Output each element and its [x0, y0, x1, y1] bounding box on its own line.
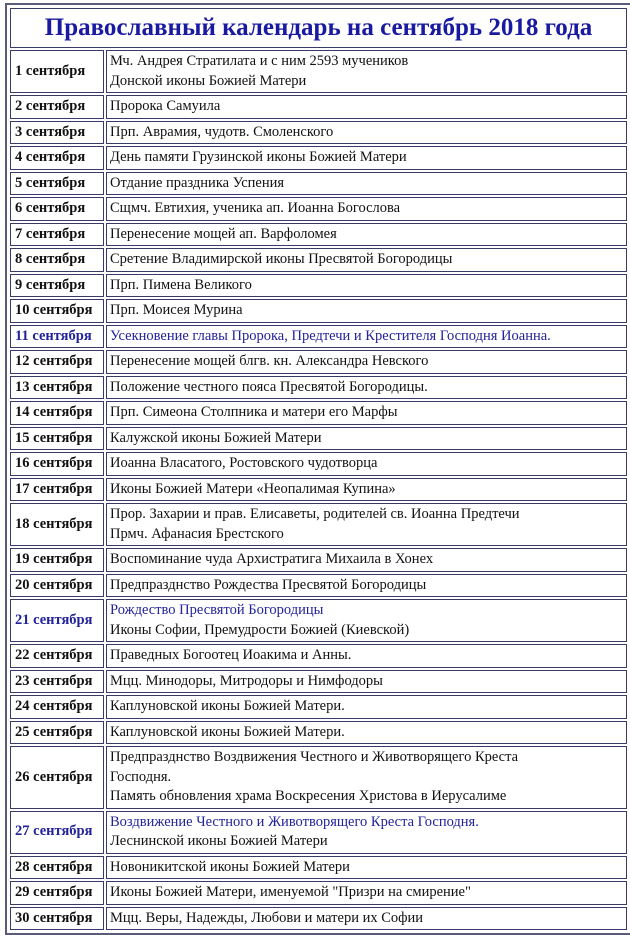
date-cell: 9 сентября	[10, 274, 104, 298]
event-cell	[106, 172, 627, 196]
calendar-row	[10, 50, 627, 93]
calendar-row	[10, 350, 627, 374]
calendar-row	[10, 574, 627, 598]
event-cell	[106, 721, 627, 745]
event-cell	[106, 811, 627, 854]
date-cell: 27 сентября	[10, 811, 104, 854]
event-cell	[106, 146, 627, 170]
page-title: Православный календарь на сентябрь 2018 года	[10, 8, 627, 48]
calendar-row	[10, 325, 627, 349]
event-cell	[106, 503, 627, 546]
date-cell: 7 сентября	[10, 223, 104, 247]
calendar-row	[10, 548, 627, 572]
event-line: Мч. Андрея Стратилата и с ним 2593 мучеников	[110, 53, 409, 69]
event-cell	[106, 350, 627, 374]
calendar-row	[10, 427, 627, 451]
date-cell: 25 сентября	[10, 721, 104, 745]
calendar-row	[10, 95, 627, 119]
date-cell: 12 сентября	[10, 350, 104, 374]
event-line: Иконы Божией Матери «Неопалимая Купина»	[110, 480, 396, 497]
date-cell: 4 сентября	[10, 146, 104, 170]
date-cell: 5 сентября	[10, 172, 104, 196]
date-cell: 24 сентября	[10, 695, 104, 719]
calendar-row	[10, 907, 627, 931]
calendar-row	[10, 746, 627, 809]
date-cell: 14 сентября	[10, 401, 104, 425]
calendar-row	[10, 721, 627, 745]
calendar-row	[10, 881, 627, 905]
date-cell: 8 сентября	[10, 248, 104, 272]
calendar-row	[10, 695, 627, 719]
date-cell: 17 сентября	[10, 478, 104, 502]
event-line: Сретение Владимирской иконы Пресвятой Богородицы	[110, 251, 453, 267]
event-line: Господня.	[110, 768, 172, 785]
event-line: Каплуновской иконы Божией Матери.	[110, 723, 345, 740]
event-line: Иконы Божией Матери, именуемой "Призри на смирение"	[110, 884, 471, 900]
event-line: Праведных Богоотец Иоакима и Анны.	[110, 647, 352, 663]
event-line: Сщмч. Евтихия, ученика ап. Иоанна Богослова	[110, 200, 401, 216]
event-cell	[106, 695, 627, 719]
event-cell	[106, 274, 627, 298]
date-cell: 30 сентября	[10, 907, 104, 931]
date-cell: 18 сентября	[10, 503, 104, 546]
event-line: Каплуновской иконы Божией Матери.	[110, 698, 345, 714]
event-cell	[106, 644, 627, 668]
event-line: Леснинской иконы Божией Матери	[110, 833, 328, 849]
calendar-row	[10, 197, 627, 221]
event-line: Предпразднство Рождества Пресвятой Богородицы	[110, 576, 427, 593]
event-line: Перенесение мощей ап. Варфоломея	[110, 225, 337, 242]
calendar-row	[10, 172, 627, 196]
date-cell: 6 сентября	[10, 197, 104, 221]
event-line: Прп. Моисея Мурина	[110, 302, 243, 318]
event-cell	[106, 746, 627, 809]
calendar-container	[5, 3, 630, 935]
event-line: Прор. Захарии и прав. Елисаветы, родителей св. Иоанна Предтечи	[110, 506, 520, 522]
calendar-row	[10, 856, 627, 880]
date-cell: 26 сентября	[10, 746, 104, 809]
date-cell: 19 сентября	[10, 548, 104, 572]
event-line: Пророка Самуила	[110, 98, 221, 114]
event-cell	[106, 427, 627, 451]
calendar-row	[10, 644, 627, 668]
calendar-row	[10, 146, 627, 170]
date-cell: 22 сентября	[10, 644, 104, 668]
event-cell	[106, 670, 627, 694]
event-line: Прп. Аврамия, чудотв. Смоленского	[110, 123, 334, 140]
event-line: Отдание праздника Успения	[110, 174, 285, 191]
event-line: Прп. Пимена Великого	[110, 276, 252, 293]
event-line: Воздвижение Честного и Животворящего Креста Господня.	[110, 813, 479, 830]
date-cell: 13 сентября	[10, 376, 104, 400]
date-cell: 1 сентября	[10, 50, 104, 93]
calendar-row	[10, 401, 627, 425]
event-line: Иоанна Власатого, Ростовского чудотворца	[110, 455, 378, 471]
event-line: Прмч. Афанасия Брестского	[110, 525, 284, 542]
event-line: Положение честного пояса Пресвятой Богородицы.	[110, 378, 428, 395]
event-cell	[106, 299, 627, 323]
date-cell: 20 сентября	[10, 574, 104, 598]
calendar-row	[10, 478, 627, 502]
calendar-row	[10, 274, 627, 298]
event-cell	[106, 574, 627, 598]
event-line: Донской иконы Божией Матери	[110, 72, 307, 89]
event-line: Память обновления храма Воскресения Христова в Иерусалиме	[110, 788, 507, 804]
event-cell	[106, 548, 627, 572]
event-line: Новоникитской иконы Божией Матери	[110, 858, 350, 875]
event-cell	[106, 401, 627, 425]
event-line: Перенесение мощей блгв. кн. Александра Невского	[110, 353, 429, 369]
event-cell	[106, 197, 627, 221]
event-cell	[106, 376, 627, 400]
event-line: Мцц. Минодоры, Митродоры и Нимфодоры	[110, 672, 383, 689]
date-cell: 2 сентября	[10, 95, 104, 119]
event-cell	[106, 599, 627, 642]
event-cell	[106, 856, 627, 880]
date-cell: 23 сентября	[10, 670, 104, 694]
calendar-row	[10, 299, 627, 323]
calendar-row	[10, 121, 627, 145]
event-cell	[106, 95, 627, 119]
title-row	[10, 8, 627, 48]
event-cell	[106, 121, 627, 145]
date-cell: 10 сентября	[10, 299, 104, 323]
event-cell	[106, 881, 627, 905]
date-cell: 15 сентября	[10, 427, 104, 451]
event-cell	[106, 223, 627, 247]
calendar-row	[10, 223, 627, 247]
event-cell	[106, 907, 627, 931]
event-line: Калужской иконы Божией Матери	[110, 429, 322, 446]
event-line: Иконы Софии, Премудрости Божией (Киевской)	[110, 621, 410, 638]
calendar-row	[10, 670, 627, 694]
event-line: Воспоминание чуда Архистратига Михаила в Хонех	[110, 551, 434, 567]
date-cell: 16 сентября	[10, 452, 104, 476]
calendar-row	[10, 452, 627, 476]
event-line: Прп. Симеона Столпника и матери его Марфы	[110, 404, 398, 420]
calendar-row	[10, 376, 627, 400]
event-cell	[106, 452, 627, 476]
calendar-table	[8, 6, 629, 932]
event-line: Усекновение главы Пророка, Предтечи и Крестителя Господня Иоанна.	[110, 327, 551, 344]
calendar-row	[10, 248, 627, 272]
event-cell	[106, 478, 627, 502]
date-cell: 28 сентября	[10, 856, 104, 880]
event-line: Мцц. Веры, Надежды, Любови и матери их Софии	[110, 909, 424, 926]
calendar-row	[10, 811, 627, 854]
event-line: День памяти Грузинской иконы Божией Матери	[110, 149, 407, 165]
date-cell: 29 сентября	[10, 881, 104, 905]
date-cell: 3 сентября	[10, 121, 104, 145]
calendar-row	[10, 503, 627, 546]
event-cell	[106, 50, 627, 93]
date-cell: 21 сентября	[10, 599, 104, 642]
event-cell	[106, 325, 627, 349]
event-line: Рождество Пресвятой Богородицы	[110, 602, 324, 618]
calendar-row	[10, 599, 627, 642]
date-cell: 11 сентября	[10, 325, 104, 349]
event-line: Предпразднство Воздвижения Честного и Животворящего Креста	[110, 749, 519, 765]
event-cell	[106, 248, 627, 272]
